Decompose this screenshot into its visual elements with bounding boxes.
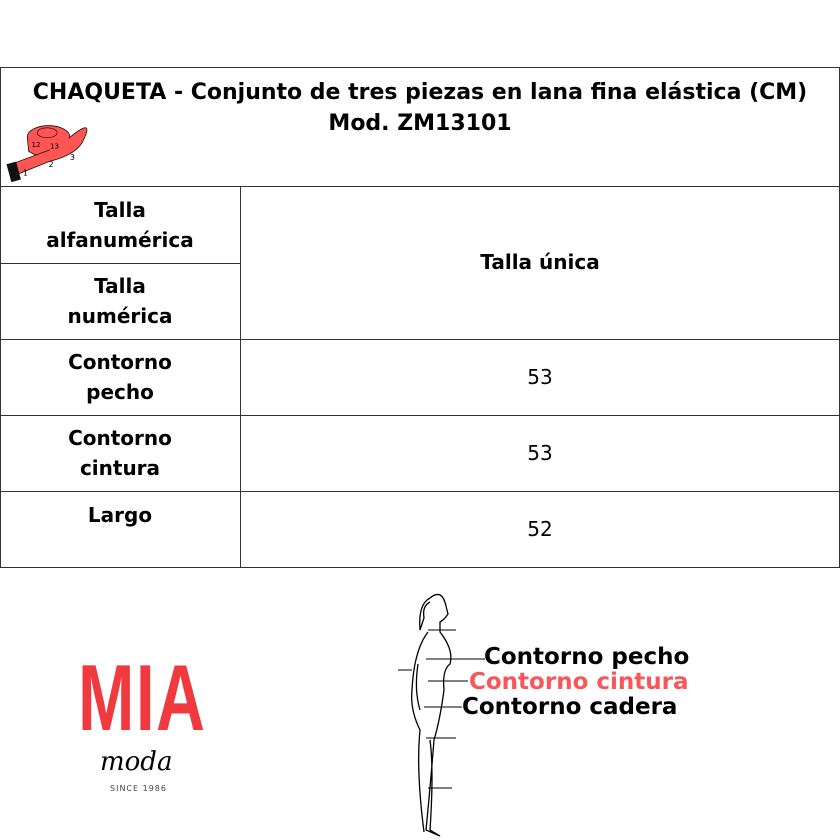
value-largo: 52	[527, 517, 553, 541]
figure-label-contorno-pecho: Contorno pecho	[484, 644, 690, 670]
table-divider	[0, 491, 840, 492]
table-divider	[0, 263, 240, 264]
page-title	[0, 77, 840, 139]
svg-text:13: 13	[50, 141, 60, 151]
table-divider	[0, 339, 840, 340]
logo-since: SINCE 1986	[110, 784, 167, 793]
figure-label-contorno-cadera: Contorno cadera	[462, 694, 678, 720]
table-border-bottom	[0, 567, 840, 568]
svg-text:12: 12	[31, 140, 41, 149]
figure-label-contorno-cintura: Contorno cintura	[469, 669, 689, 695]
logo-brand: MIA	[78, 645, 207, 750]
row-label-talla-numerica: Talla numérica	[67, 274, 173, 328]
row-label-largo: Largo	[87, 503, 153, 527]
svg-text:1: 1	[22, 168, 28, 178]
value-contorno-pecho: 53	[527, 365, 553, 389]
merged-size-value: Talla única	[480, 250, 600, 274]
row-label-talla-alfanumerica: Talla alfanumérica	[46, 198, 194, 252]
table-border-top	[0, 67, 840, 68]
table-divider	[0, 415, 840, 416]
title-line-2: Mod. ZM13101	[328, 111, 512, 136]
row-label-contorno-cintura: Contorno cintura	[68, 426, 172, 480]
svg-text:3: 3	[69, 152, 75, 162]
value-contorno-cintura: 53	[527, 441, 553, 465]
row-label-contorno-pecho: Contorno pecho	[68, 350, 172, 404]
svg-text:2: 2	[48, 159, 54, 169]
measuring-tape-icon	[0, 110, 100, 184]
table-divider	[0, 186, 840, 187]
title-line-1: CHAQUETA - Conjunto de tres piezas en lana fina elástica (CM)	[32, 80, 808, 105]
logo-sub: moda	[100, 747, 173, 777]
